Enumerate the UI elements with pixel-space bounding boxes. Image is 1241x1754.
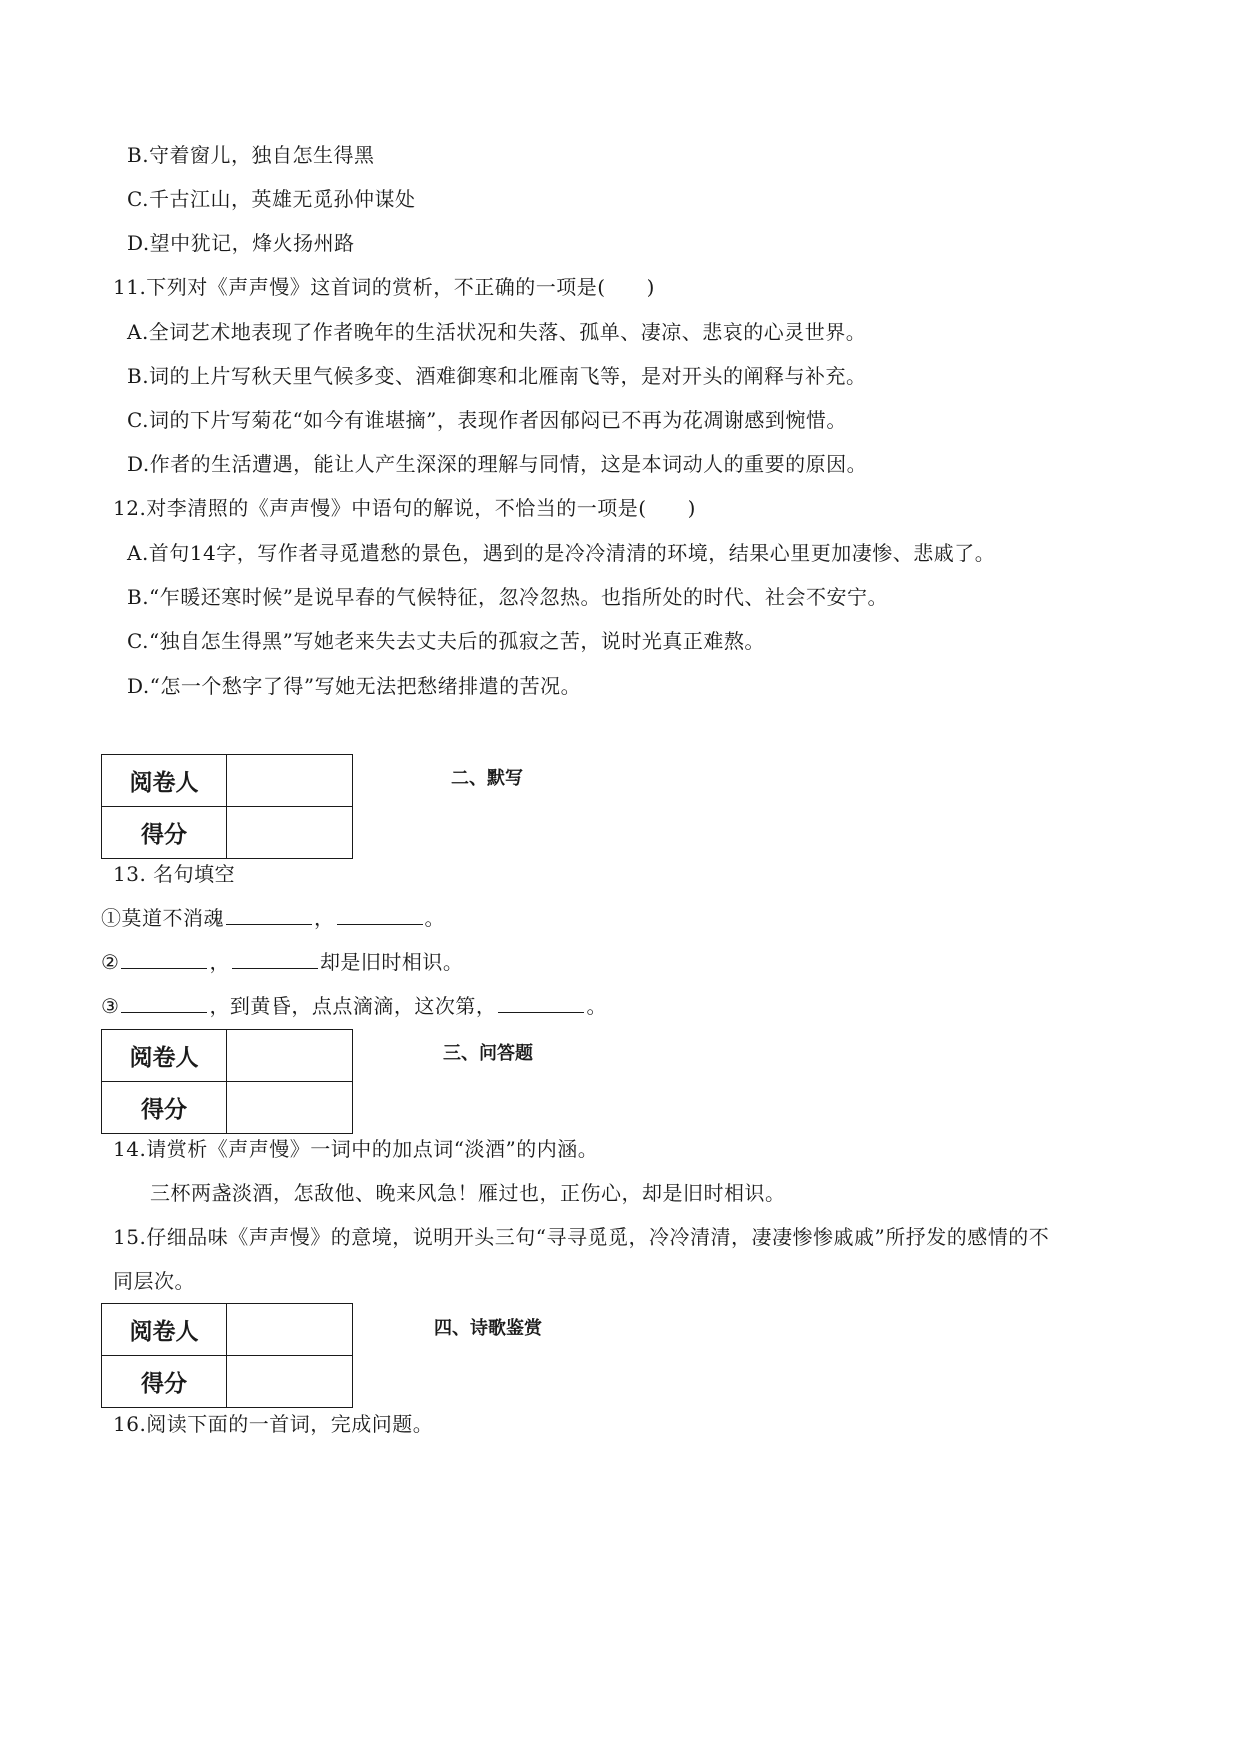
- q13-blank-5[interactable]: [121, 992, 207, 1013]
- q12-option-c: C.“独自怎生得黑”写她老来失去丈夫后的孤寂之苦，说时光真正难熬。: [127, 629, 765, 653]
- reviewer-cell[interactable]: [227, 755, 353, 807]
- q13-blank-2[interactable]: [337, 904, 423, 925]
- reviewer-label: 阅卷人: [102, 1304, 227, 1356]
- q13-line-1-end: 。: [424, 906, 445, 930]
- q13-line-3-num: ③: [101, 994, 120, 1018]
- q10-option-d: D.望中犹记，烽火扬州路: [127, 231, 355, 255]
- q13-line-3-text: ，到黄昏，点点滴滴，这次第，: [209, 994, 497, 1018]
- q13-line-3-end: 。: [586, 994, 607, 1018]
- q15-line-1: 15.仔细品味《声声慢》的意境，说明开头三句“寻寻觅觅，冷冷清清，凄凄惨惨戚戚”所抒发的感情的不: [113, 1225, 1050, 1249]
- section-title-4: 四、诗歌鉴赏: [434, 1318, 542, 1339]
- q16-stem: 16.阅读下面的一首词，完成问题。: [113, 1412, 434, 1436]
- score-cell[interactable]: [227, 1082, 353, 1134]
- q11-stem: 11.下列对《声声慢》这首词的赏析，不正确的一项是( ): [113, 275, 655, 299]
- q10-option-b: B.守着窗儿，独自怎生得黑: [127, 143, 375, 167]
- q15-line-2: 同层次。: [113, 1269, 195, 1293]
- score-table-section-4: [101, 1303, 353, 1408]
- section-title-3: 三、问答题: [443, 1043, 533, 1064]
- q13-blank-1[interactable]: [226, 904, 312, 925]
- q12-option-a: A.首句14字，写作者寻觅遣愁的景色，遇到的是冷冷清清的环境，结果心里更加凄惨、悲戚了。: [127, 541, 996, 565]
- score-table-section-2: [101, 754, 353, 859]
- q13-stem: 13. 名句填空: [113, 862, 236, 886]
- q13-line-1: [101, 904, 445, 932]
- q11-option-a: A.全词艺术地表现了作者晚年的生活状况和失落、孤单、凄凉、悲哀的心灵世界。: [127, 320, 867, 344]
- q13-line-2-text: 却是旧时相识。: [319, 950, 464, 974]
- q13-line-2-sep: ，: [209, 950, 230, 974]
- score-label: 得分: [102, 807, 227, 859]
- q11-option-d: D.作者的生活遭遇，能让人产生深深的理解与同情，这是本词动人的重要的原因。: [127, 452, 868, 476]
- score-label: 得分: [102, 1356, 227, 1408]
- score-table-section-3: [101, 1029, 353, 1134]
- q12-option-b: B.“乍暖还寒时候”是说早春的气候特征，忽冷忽热。也指所处的时代、社会不安宁。: [127, 585, 889, 609]
- q13-blank-3[interactable]: [121, 948, 207, 969]
- reviewer-cell[interactable]: [227, 1304, 353, 1356]
- score-cell[interactable]: [227, 1356, 353, 1408]
- q13-line-3: [101, 992, 607, 1020]
- q14-stem: 14.请赏析《声声慢》一词中的加点词“淡酒”的内涵。: [113, 1137, 599, 1161]
- reviewer-cell[interactable]: [227, 1030, 353, 1082]
- q13-blank-6[interactable]: [498, 992, 584, 1013]
- q12-stem: 12.对李清照的《声声慢》中语句的解说，不恰当的一项是( ): [113, 496, 696, 520]
- score-cell[interactable]: [227, 807, 353, 859]
- q13-line-1-text: ①莫道不消魂: [101, 906, 224, 930]
- q12-option-d: D.“怎一个愁字了得”写她无法把愁绪排遣的苦况。: [127, 674, 582, 698]
- q11-option-b: B.词的上片写秋天里气候多变、酒难御寒和北雁南飞等，是对开头的阐释与补充。: [127, 364, 867, 388]
- q13-line-2-num: ②: [101, 950, 120, 974]
- q14-quote: 三杯两盏淡酒，怎敌他、晚来风急！雁过也，正伤心，却是旧时相识。: [150, 1181, 786, 1205]
- q13-line-2: [101, 948, 463, 976]
- q13-line-1-sep: ，: [314, 906, 335, 930]
- q10-option-c: C.千古江山，英雄无觅孙仲谋处: [127, 187, 416, 211]
- q13-blank-4[interactable]: [232, 948, 318, 969]
- reviewer-label: 阅卷人: [102, 1030, 227, 1082]
- reviewer-label: 阅卷人: [102, 755, 227, 807]
- score-label: 得分: [102, 1082, 227, 1134]
- section-title-2: 二、默写: [451, 768, 523, 789]
- q11-option-c: C.词的下片写菊花“如今有谁堪摘”，表现作者因郁闷已不再为花凋谢感到惋惜。: [127, 408, 847, 432]
